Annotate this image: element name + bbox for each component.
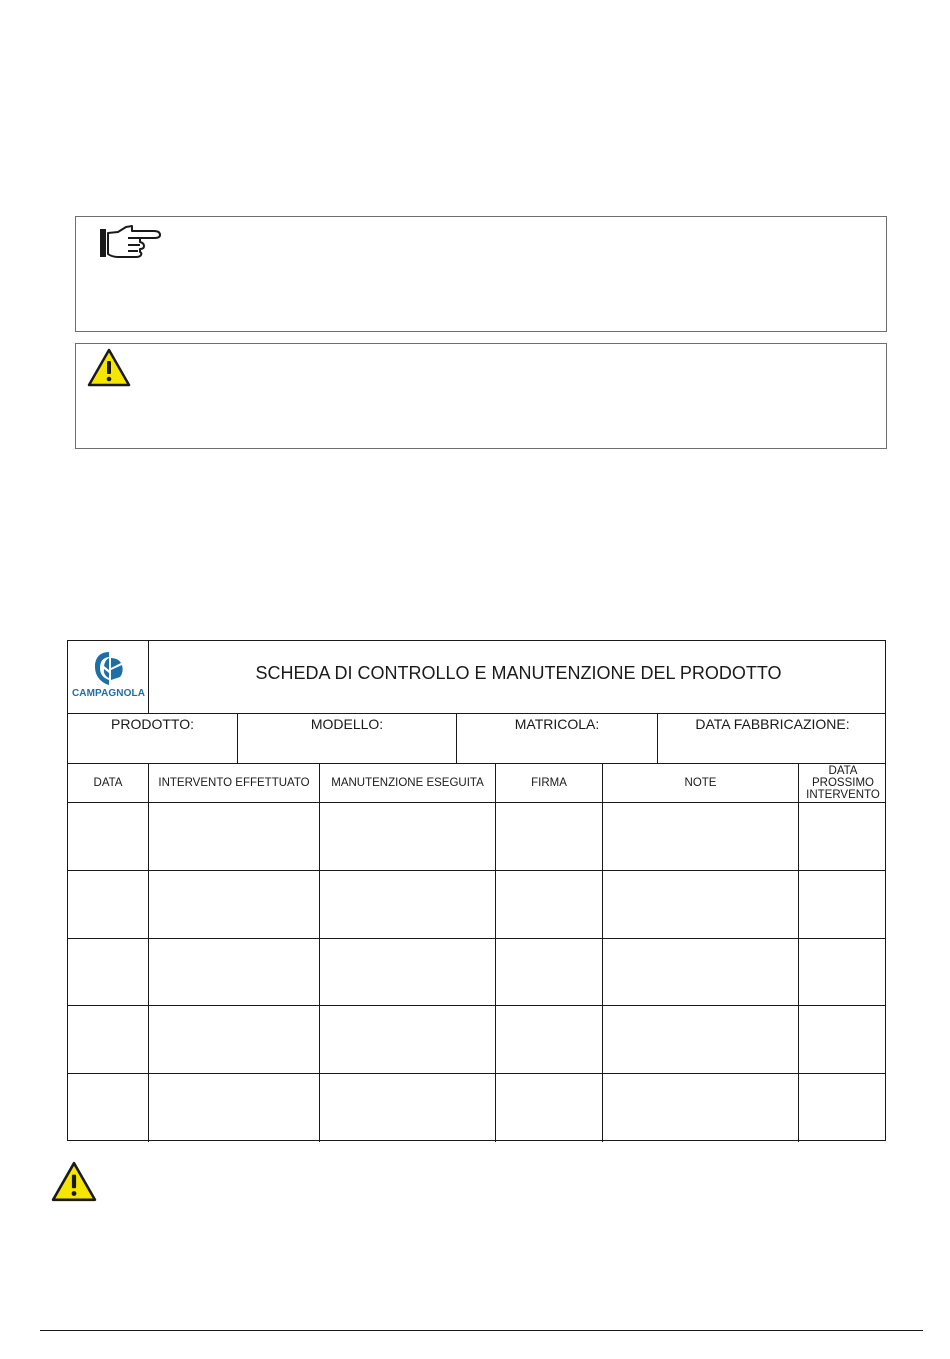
column-header-firma: FIRMA xyxy=(531,777,567,789)
divider xyxy=(148,763,149,1142)
footer-rule xyxy=(40,1330,923,1331)
maintenance-sheet xyxy=(67,640,886,1141)
divider xyxy=(68,1073,885,1074)
column-header-intervento: INTERVENTO EFFETTUATO xyxy=(158,777,310,789)
divider xyxy=(68,938,885,939)
sheet-title: SCHEDA DI CONTROLLO E MANUTENZIONE DEL PRODOTTO xyxy=(255,663,782,683)
column-header-data: DATA xyxy=(93,777,123,789)
info-label-matricola: MATRICOLA: xyxy=(514,716,600,732)
divider xyxy=(319,763,320,1142)
divider xyxy=(495,763,496,1142)
divider xyxy=(68,870,885,871)
column-header-data-prossimo-intervento: DATA PROSSIMO INTERVENTO xyxy=(806,765,880,801)
warning-callout xyxy=(75,343,887,449)
info-label-data-fabbricazione: DATA FABBRICAZIONE: xyxy=(695,716,850,732)
divider xyxy=(798,763,799,1142)
company-logo xyxy=(68,641,149,713)
pointing-hand-icon xyxy=(98,223,164,261)
warning-triangle-icon xyxy=(51,1161,97,1203)
divider xyxy=(148,641,149,713)
note-callout xyxy=(75,216,887,332)
divider xyxy=(602,763,603,1142)
logo-brand-text: CAMPAGNOLA xyxy=(71,688,146,699)
campagnola-logo-icon xyxy=(92,650,126,686)
info-label-modello: MODELLO: xyxy=(310,716,384,732)
info-label-prodotto: PRODOTTO: xyxy=(111,716,194,732)
divider xyxy=(68,802,885,803)
warning-triangle-icon xyxy=(87,348,131,388)
divider xyxy=(68,713,885,714)
column-header-manutenzione: MANUTENZIONE ESEGUITA xyxy=(331,777,484,789)
divider xyxy=(68,1005,885,1006)
column-header-note: NOTE xyxy=(684,777,717,789)
